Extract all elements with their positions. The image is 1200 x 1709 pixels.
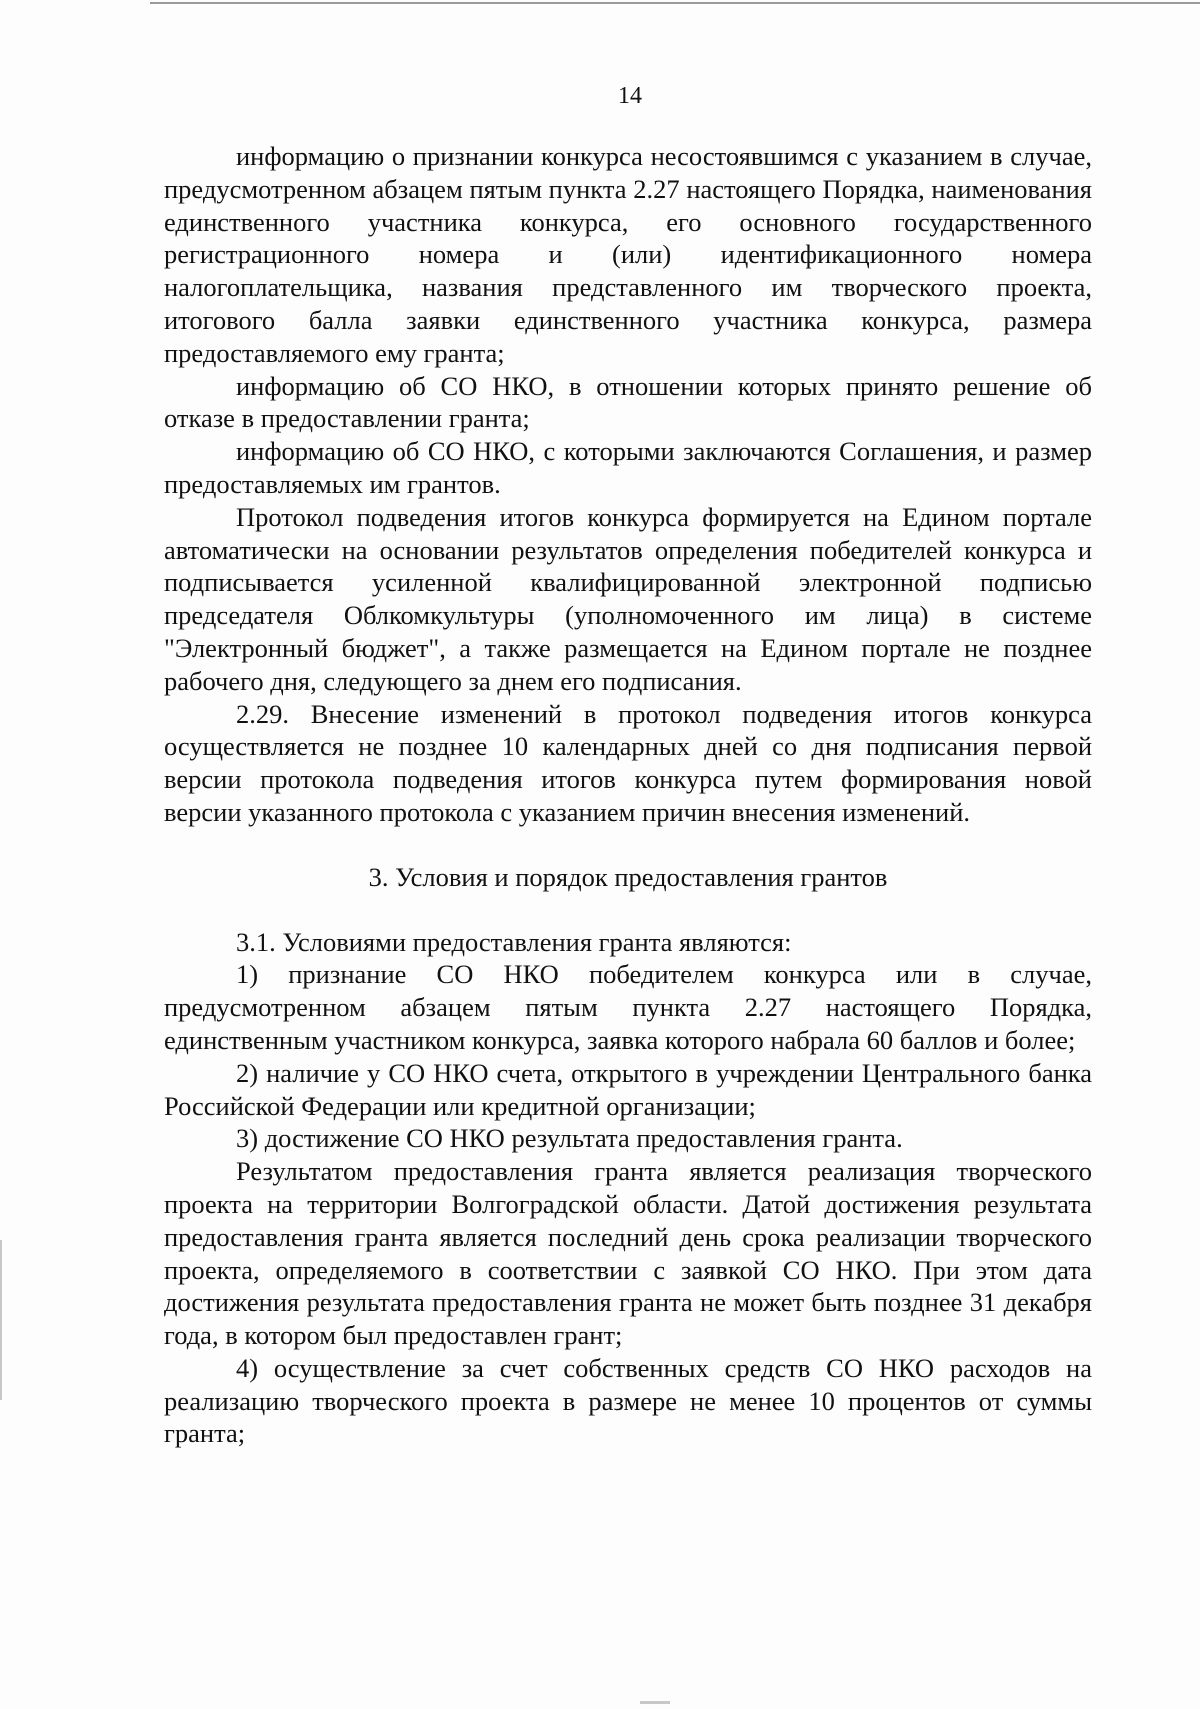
paragraph-protocol-formation: Протокол подведения итогов конкурса формируется на Едином портале автоматически на основании результатов определения победителей конкурса и подписывается усиленной квалифицированной электронной подписью председателя Облкомкультуры (уполномоченного им лица) в системе "Электронный бюджет", а также размещается на Едином портале не позднее рабочего дня, следующего за днем его подписания. [164, 501, 1092, 696]
paragraph-info-refusal: информацию об СО НКО, в отношении которых принято решение об отказе в предоставлении гранта; [164, 370, 1092, 434]
document-body [164, 140, 1092, 1450]
scan-bottom-mark [640, 1701, 670, 1704]
paragraph-condition-3: 3) достижение СО НКО результата предоставления гранта. [236, 1123, 903, 1154]
section-heading: 3. Условия и порядок предоставления грантов [368, 861, 888, 892]
paragraph-info-agreements: информацию об СО НКО, с которыми заключаются Соглашения, и размер предоставляемых им грантов. [164, 436, 1092, 499]
paragraph-condition-2: 2) наличие у СО НКО счета, открытого в учреждении Центрального банка Российской Федерации или кредитной организации; [164, 1057, 1092, 1121]
paragraph-3-1: 3.1. Условиями предоставления гранта являются: [236, 926, 792, 957]
paragraph-result-definition: Результатом предоставления гранта является реализация творческого проекта на территории Волгоградской области. Датой достижения результата предоставления гранта является последний день срока реализации творческого проекта, определяемого в соответствии с заявкой СО НКО. При этом дата достижения результата предоставления гранта не может быть позднее 31 декабря года, в котором был предоставлен грант; [164, 1156, 1092, 1351]
page-number: 14 [618, 83, 642, 109]
paragraph-info-failed-contest: информацию о признании конкурса несостоявшимся с указанием в случае, предусмотренном абзацем пятым пункта 2.27 настоящего Порядка, наименования единственного участника конкурса, его основного государственного регистрационного номера и (или) идентификационного номера налогоплательщика, названия представленного им творческого проекта, итогового балла заявки единственного участника конкурса, размера предоставляемого ему гранта; [164, 141, 1092, 368]
paragraph-condition-1: 1) признание СО НКО победителем конкурса или в случае, предусмотренном абзацем пятым пункта 2.27 настоящего Порядка, единственным участником конкурса, заявка которого набрала 60 баллов и более; [164, 959, 1092, 1055]
scan-top-border [150, 2, 1200, 4]
paragraph-2-29: 2.29. Внесение изменений в протокол подведения итогов конкурса осуществляется не позднее 10 календарных дней со дня подписания первой версии протокола подведения итогов конкурса путем формирования новой версии указанного протокола с указанием причин внесения изменений. [164, 698, 1092, 827]
scan-edge-mark [0, 1240, 2, 1400]
paragraph-condition-4: 4) осуществление за счет собственных средств СО НКО расходов на реализацию творческого проекта в размере не менее 10 процентов от суммы гранта; [164, 1352, 1092, 1449]
